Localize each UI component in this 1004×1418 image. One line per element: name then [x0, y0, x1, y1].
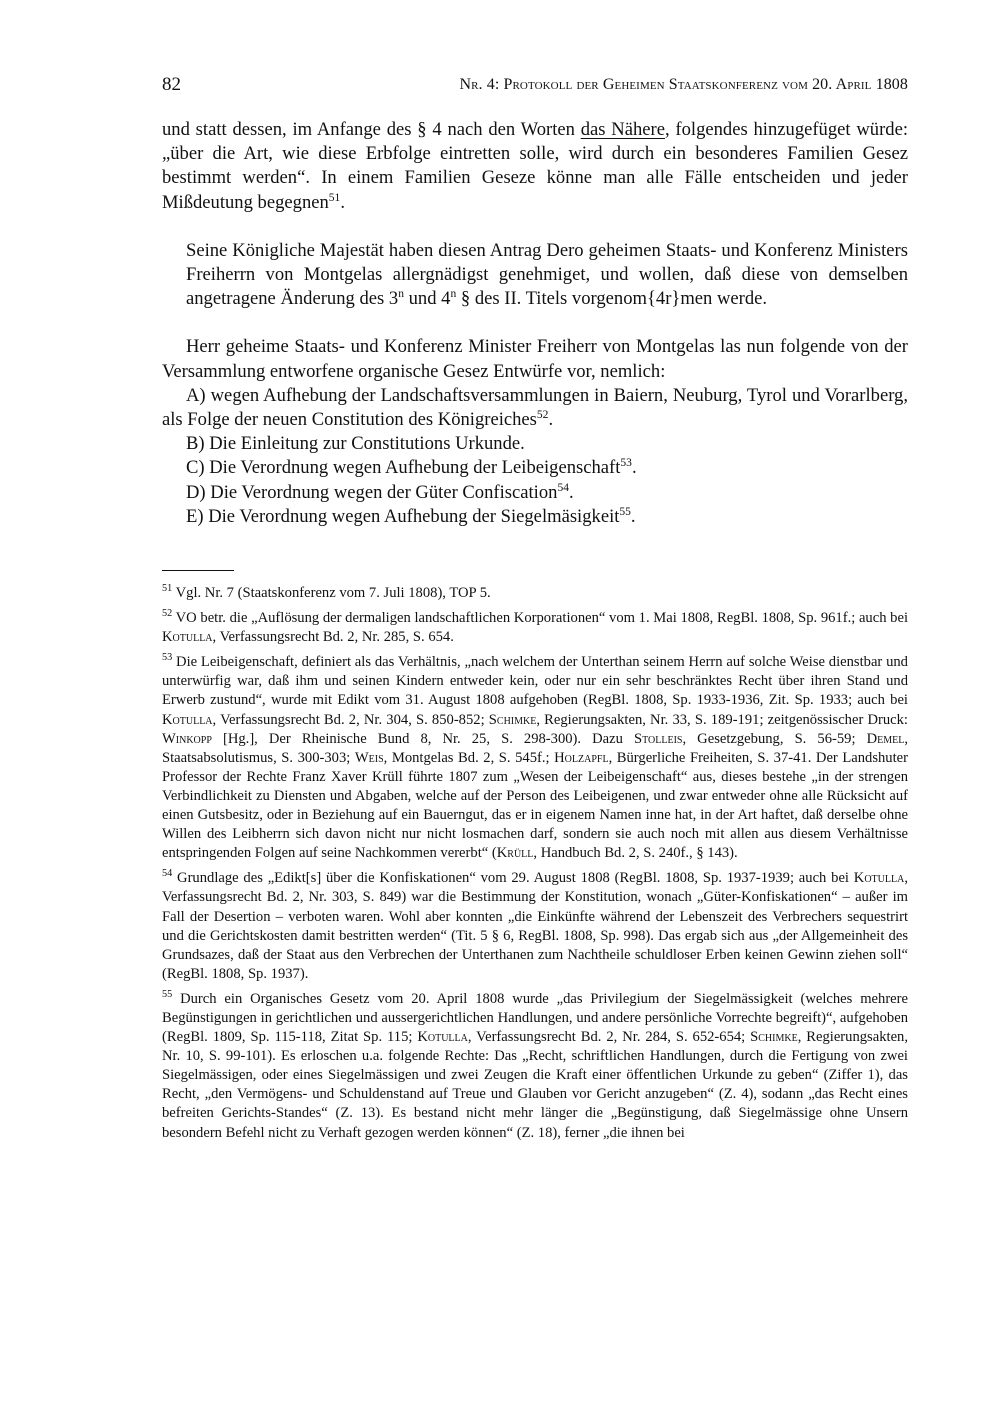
author-name: Winkopp — [162, 730, 212, 747]
list-item-text: E) Die Verordnung wegen Aufhebung der Siegelmäsigkeit — [186, 505, 620, 527]
footnote-text: Vgl. Nr. 7 (Staatskonferenz vom 7. Juli 1808), TOP 5. — [175, 585, 491, 601]
paragraph-1-text-a: und statt dessen, im Anfange des § 4 nach den Worten — [162, 119, 581, 140]
footnote-ref-54: 54 — [557, 481, 569, 494]
list-item-c — [162, 456, 908, 480]
list-item-end: . — [631, 457, 637, 479]
footnote-text: , Verfassungsrecht Bd. 2, Nr. 304, S. 850-852; — [212, 711, 489, 728]
author-name: Schimke — [750, 1029, 798, 1046]
list-item-text: A) wegen Aufhebung der Landschaftsversammlungen in Baiern, Neuburg, Tyrol und Vorarlberg, als Folge der neuen Constitution des Königreiches — [162, 384, 908, 431]
page-number: 82 — [162, 74, 181, 95]
list-item-text: B) Die Einleitung zur Constitutions Urkunde. — [186, 433, 525, 455]
superscript-n-2: n — [450, 288, 457, 301]
list-item-b — [162, 432, 908, 456]
main-text — [162, 118, 908, 529]
author-name: Kotulla — [853, 870, 905, 887]
footnote-text: , Gesetzgebung, S. 56-59; — [682, 730, 867, 747]
footnote-text: Grundlage des „Edikt[s] über die Konfiskationen“ vom 29. August 1808 (RegBl. 1808, Sp. 1937-1939; auch bei — [177, 870, 854, 887]
footnote-rule — [162, 570, 234, 571]
author-name: Krüll — [496, 845, 534, 862]
running-title: Nr. 4: Protokoll der Geheimen Staatskonferenz vom 20. April 1808 — [459, 76, 908, 93]
footnote-54 — [162, 869, 908, 984]
list-item-a — [162, 384, 908, 432]
list-item-end: . — [568, 481, 574, 503]
paragraph-2 — [162, 239, 908, 312]
footnote-text: , Verfassungsrecht Bd. 2, Nr. 284, S. 652-654; — [467, 1029, 751, 1046]
footnote-number: 51 — [162, 583, 173, 595]
footnote-55 — [162, 990, 908, 1143]
footnote-53 — [162, 653, 908, 863]
footnote-51 — [162, 584, 908, 603]
author-name: Demel — [866, 730, 905, 747]
page-header — [162, 74, 908, 100]
footnote-text: Durch ein Organisches Gesetz vom 20. April 1808 wurde „das Privilegium der Siegelmässigkeit (welches mehrere Begünstigungen in gerichtlichen und aussergerichtlichen Handlungen, und andere persönliche Vorrechte begreift)“, aufgehoben (RegBl. 1809, Sp. 115-118, Zitat Sp. 115; — [162, 990, 908, 1046]
footnote-text: VO betr. die „Auflösung der dermaligen landschaftlichen Korporationen“ vom 1. Mai 1808, RegBl. 1808, Sp. 961f.; auch bei — [175, 610, 908, 627]
footnote-number: 53 — [162, 652, 173, 664]
footnote-text: , Montgelas Bd. 2, S. 545f.; — [383, 749, 555, 766]
footnote-text: , Verfassungsrecht Bd. 2, Nr. 285, S. 654. — [212, 629, 454, 646]
footnote-text: , Regierungsakten, Nr. 33, S. 189-191; zeitgenössischer Druck: — [536, 711, 908, 728]
paragraph-1-text-c: . — [340, 191, 345, 213]
footnote-number: 55 — [162, 989, 173, 1001]
author-name: Kotulla — [162, 711, 213, 728]
footnote-text: , Verfassungsrecht Bd. 2, Nr. 303, S. 849) war die Bestimmung der Konstitution, wonach „Güter-Konfiskationen“ – außer im Fall der Desertion – verboten waren. Wohl aber konnten „die Einkünfte während der Lebenszeit des Verbrechers sequestrirt und die Gerichtskosten damit bestritten werden“ (Tit. 5 § 6, RegBl. 1808, Sp. 998). Das ergab sich aus „der Allgemeinheit des Grundsazes, daß der Staat aus den Verbrechen der Unterthanen zum Nachtheile schuldloser Erben keinen Gewinn ziehen soll“ (RegBl. 1808, Sp. 1937). — [162, 870, 908, 982]
footnotes — [162, 584, 908, 1149]
paragraph-1-text-b: , folgendes hinzugefüget würde: „über die Art, wie diese Erbfolge eintretten solle, wird durch ein besonderes Familien Gesez bestimmt werden“. In einem Familien Geseze könne man alle Fälle entscheiden und jeder Mißdeutung begegnen — [162, 119, 909, 213]
footnote-text: , Bürgerliche Freiheiten, S. 37-41. Der Landshuter Professor der Rechte Franz Xaver Krüll führte 1807 zum „Wesen der Leibeigenschaft“ aus, dieses bestehe „in der strengen Verbindlichkeit zu Diensten und Abgaben, welche auf der Person des Leibeigenen, und zwar entweder ohne alle Rücksicht auf einen Gutsbesitz, oder in Beziehung auf ein Bauerngut, das er in eigenem Namen inne hat, in der Art haftet, daß derselbe ohne Willen des Leibherrn sich davon nicht nur nicht losmachen darf, sondern sie auch noch mit allen aus diesem Verhältnisse entspringenden Folgen auf seine Nachkommen vererbt“ ( — [162, 749, 908, 862]
footnote-ref-52: 52 — [536, 408, 549, 421]
footnote-52 — [162, 609, 908, 647]
author-name: Schimke — [488, 711, 537, 728]
footnote-text: , Regierungsakten, Nr. 10, S. 99-101). Es erloschen u.a. folgende Rechte: Das „Recht, schriftlichen Handlungen, durch die Fertigung von zwei Siegelmässigen, oder eines Siegelmässigen und zwei Zeugen die Kraft einer öffentlichen Urkunde zu geben“ (Ziffer 1), das Recht, „den Vermögens- und Schuldenstand auf Treue und Glauben vor Gericht anzugeben“ (Z. 4), sodann „das Recht eines befreiten Gerichts-Standes“ (Z. 13). Es bestand nicht mehr länger die „Begünstigung, daß Siegelmässige ohne Unsern besondern Befehl nicht zu Verhaft gezogen werden können“ (Z. 18), ferner „die ihnen bei — [162, 1029, 908, 1141]
footnote-text: , Handbuch Bd. 2, S. 240f., § 143). — [533, 845, 738, 862]
footnote-text: , Staatsabsolutismus, S. 300-303; — [162, 730, 908, 766]
author-name: Kotulla — [162, 629, 213, 646]
underlined-phrase: das Nähere — [580, 119, 665, 140]
list-item-e — [162, 505, 908, 529]
list-item-d — [162, 481, 908, 505]
superscript-n-1: n — [398, 288, 404, 301]
list-item-end: . — [548, 409, 554, 431]
list-item-end: . — [630, 505, 636, 527]
footnote-ref-51: 51 — [328, 191, 341, 204]
author-name: Kotulla — [417, 1029, 468, 1046]
footnote-ref-53: 53 — [620, 457, 632, 470]
author-name: Weis — [354, 749, 384, 766]
paragraph-3: Herr geheime Staats- und Konferenz Minister Freiherr von Montgelas las nun folgende von der Versammlung entworfene organische Gesez Entwürfe vor, nemlich: — [162, 336, 908, 382]
paragraph-2-text-b: und 4 — [403, 288, 451, 310]
list-item-text: C) Die Verordnung wegen Aufhebung der Leibeigenschaft — [186, 457, 621, 479]
footnote-ref-55: 55 — [619, 505, 631, 518]
footnote-number: 54 — [162, 868, 173, 880]
footnote-text: [Hg.], Der Rheinische Bund 8, Nr. 25, S. 298-300). Dazu — [211, 730, 634, 747]
author-name: Stolleis — [633, 730, 683, 747]
spacer — [162, 311, 908, 335]
footnote-number: 52 — [162, 608, 173, 620]
paragraph-1 — [162, 118, 908, 215]
spacer — [162, 215, 908, 239]
author-name: Holzapfl — [554, 749, 609, 766]
paragraph-2-text-a: Seine Königliche Majestät haben diesen Antrag Dero geheimen Staats- und Konferenz Ministers Freiherrn von Montgelas allergnädigst genehmiget, und wollen, daß diese von demselben angetragene Änderung des 3 — [186, 239, 908, 310]
footnote-text: Die Leibeigenschaft, definiert als das Verhältnis, „nach welchem der Unterthan seinem Herrn auf solche Weise dienstbar und unterwürfig war, daß ihm und seinen Kindern entweder kein, oder nur ein sehr beschränktes Recht über ihren Stand und Erwerb zustund“, wurde mit Edikt vom 31. August 1808 aufgehoben (RegBl. 1808, Sp. 1933-1936, Zit. Sp. 1933; auch bei — [162, 654, 908, 709]
paragraph-2-text-c: § des II. Titels vorgenom{4r}men werde. — [456, 288, 768, 310]
list-item-text: D) Die Verordnung wegen der Güter Confiscation — [186, 481, 558, 503]
